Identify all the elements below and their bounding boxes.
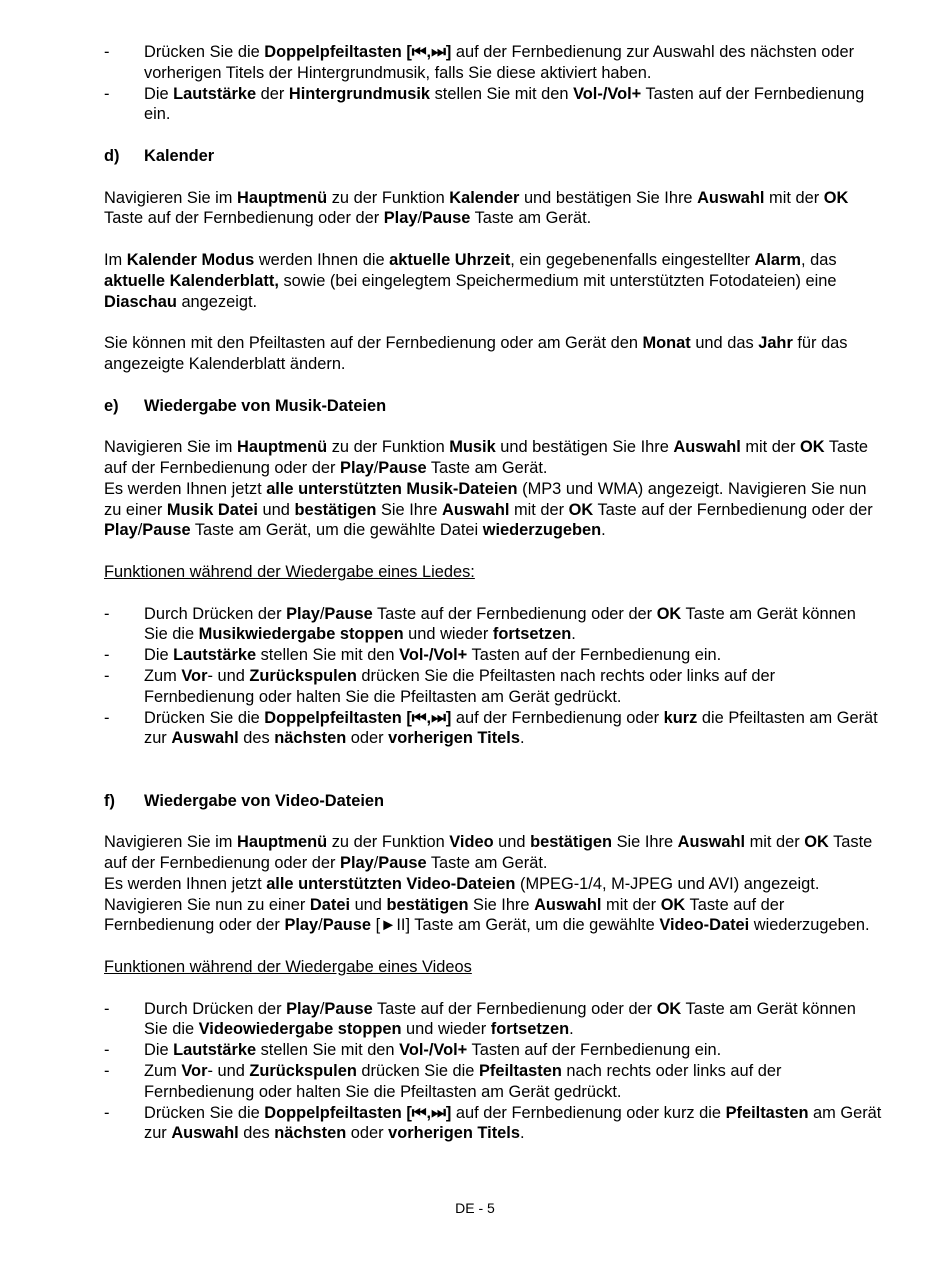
list-item — [104, 84, 884, 126]
bold-term: aktuelle Uhrzeit — [389, 250, 511, 269]
bullet-text: Zum Vor- und Zurückspulen drücken Sie die Pfeiltasten nach rechts oder links auf der Fernbedienung oder halten Sie die Pfeiltasten am Gerät gedrückt. — [144, 666, 776, 706]
bullet-text: Drücken Sie die Doppelpfeiltasten [⏮,⏭] auf der Fernbedienung zur Auswahl des nächsten oder vorherigen Titels der Hintergrundmusik, falls Sie diese aktiviert haben. — [144, 43, 855, 82]
bold-term: Play — [340, 458, 374, 477]
section-heading-e — [104, 396, 884, 417]
bold-term: Play — [383, 209, 418, 228]
paragraph: Es werden Ihnen jetzt alle unterstützten Video-Dateien (MPEG-1/4, M-JPEG und AVI) angezeigt. Navigieren Sie nun zu einer Datei und bestätigen Sie Ihre Auswahl mit der OK Taste auf der Fernbedienung oder der Play/Pause [►II] Taste am Gerät, um die gewählte Video-Datei wiederzugeben. — [104, 874, 870, 935]
bold-term: alle unterstützten Musik-Dateien — [266, 479, 518, 498]
bold-term: Pause — [422, 209, 471, 228]
bold-term: Play — [284, 916, 319, 935]
bold-term: Zurückspulen — [249, 666, 357, 685]
bold-term: OK — [568, 500, 594, 519]
bullet-dash: - — [104, 1062, 110, 1081]
list-item — [104, 645, 884, 666]
bold-term: Play — [286, 999, 320, 1018]
bullet-text: Die Lautstärke stellen Sie mit den Vol-/Vol+ Tasten auf der Fernbedienung ein. — [144, 646, 722, 665]
bold-term: Auswahl — [171, 1124, 239, 1143]
bold-term: Pause — [324, 604, 373, 623]
bold-term: Hintergrundmusik — [288, 84, 431, 103]
bold-term: Hauptmenü — [237, 438, 328, 457]
bold-term: aktuelle Kalenderblatt, — [104, 271, 279, 290]
bold-term: Doppelpfeiltasten [⏮,⏭] — [264, 43, 452, 61]
list-item — [104, 1061, 884, 1103]
paragraph: Navigieren Sie im Hauptmenü zu der Funktion Musik und bestätigen Sie Ihre Auswahl mit der OK Taste auf der Fernbedienung oder der Play/Pause Taste am Gerät. — [104, 438, 869, 477]
bold-term: Pause — [378, 458, 427, 477]
bold-term: OK — [800, 438, 825, 457]
section-title: Kalender — [144, 146, 215, 165]
paragraph: Navigieren Sie im Hauptmenü zu der Funktion Kalender und bestätigen Sie Ihre Auswahl mit der OK Taste auf der Fernbedienung oder der Play/Pause Taste am Gerät. — [104, 188, 849, 228]
bold-term: Auswahl — [534, 895, 602, 914]
bold-term: nächsten — [274, 1124, 347, 1143]
bold-term: Play — [286, 604, 320, 623]
bold-term: OK — [656, 999, 682, 1018]
bold-term: OK — [823, 188, 849, 207]
bold-term: fortsetzen — [490, 1020, 570, 1039]
bold-term: Musik Datei — [166, 500, 258, 519]
section-title: Wiedergabe von Video-Dateien — [144, 791, 385, 810]
bold-term: bestätigen — [530, 833, 613, 852]
paragraph: Navigieren Sie im Hauptmenü zu der Funktion Video und bestätigen Sie Ihre Auswahl mit der OK Taste auf der Fernbedienung oder der Play/Pause Taste am Gerät. — [104, 833, 873, 873]
bullet-text: Die Lautstärke der Hintergrundmusik stellen Sie mit den Vol-/Vol+ Tasten auf der Fernbedienung ein. — [144, 84, 865, 124]
bold-term: Play — [104, 521, 138, 540]
bullet-dash: - — [104, 84, 110, 103]
bullet-text: Zum Vor- und Zurückspulen drücken Sie die Pfeiltasten nach rechts oder links auf der Fernbedienung oder halten Sie die Pfeiltasten am Gerät gedrückt. — [144, 1062, 782, 1101]
bullet-text: Durch Drücken der Play/Pause Taste auf der Fernbedienung oder der OK Taste am Gerät können Sie die Videowiedergabe stoppen und wieder fortsetzen. — [144, 999, 856, 1039]
bold-term: Play — [340, 854, 374, 873]
bold-term: Hauptmenü — [237, 833, 328, 852]
section-letter: f) — [104, 791, 115, 810]
bold-term: Lautstärke — [173, 1041, 257, 1060]
bold-term: Monat — [642, 334, 691, 353]
bold-term: Datei — [309, 895, 351, 914]
bullet-dash: - — [104, 999, 110, 1018]
bold-term: Pause — [322, 916, 372, 935]
section-heading-f — [104, 791, 884, 812]
bold-term: Pause — [324, 999, 373, 1018]
list-item — [104, 42, 884, 84]
bold-term: Alarm — [754, 250, 801, 269]
bullet-dash: - — [104, 708, 110, 727]
bold-term: vorherigen Titels — [388, 1124, 520, 1143]
bold-term: Pfeiltasten — [478, 1062, 562, 1081]
bullet-text: Drücken Sie die Doppelpfeiltasten [⏮,⏭] auf der Fernbedienung oder kurz die Pfeiltasten am Gerät zur Auswahl des nächsten oder vorherigen Titels. — [144, 1103, 882, 1143]
bold-term: Pfeiltasten — [725, 1103, 809, 1122]
bold-term: kurz — [663, 708, 698, 727]
bullet-dash: - — [104, 1041, 110, 1060]
bold-term: wiederzugeben — [482, 521, 602, 540]
bold-term: OK — [656, 604, 682, 623]
bold-term: Auswahl — [171, 729, 239, 748]
bold-term: Pause — [378, 854, 427, 873]
paragraph: Es werden Ihnen jetzt alle unterstützten Musik-Dateien (MP3 und WMA) angezeigt. Navigieren Sie nun zu einer Musik Datei und bestätigen Sie Ihre Auswahl mit der OK Taste auf der Fernbedienung oder der Play/Pause Taste am Gerät, um die gewählte Datei wiederzugeben. — [104, 479, 873, 540]
subheading: Funktionen während der Wiedergabe eines Videos — [104, 958, 472, 977]
bold-term: Video — [449, 833, 494, 852]
section-title: Wiedergabe von Musik-Dateien — [144, 396, 387, 415]
list-item — [104, 604, 884, 646]
bold-term: fortsetzen — [492, 625, 572, 644]
bold-term: Musikwiedergabe stoppen — [198, 625, 404, 644]
subheading: Funktionen während der Wiedergabe eines Liedes: — [104, 562, 475, 581]
bullet-text: Durch Drücken der Play/Pause Taste auf der Fernbedienung oder der OK Taste am Gerät können Sie die Musikwiedergabe stoppen und wieder fortsetzen. — [144, 604, 856, 644]
bold-term: bestätigen — [294, 500, 377, 519]
list-item — [104, 1040, 884, 1061]
bold-term: Pause — [142, 521, 191, 540]
bold-term: Vor — [181, 666, 208, 685]
list-item — [104, 666, 884, 708]
bold-term: Auswahl — [677, 833, 746, 852]
bullet-dash: - — [104, 1103, 110, 1122]
bold-term: Musik — [449, 438, 496, 457]
section-letter: d) — [104, 146, 120, 165]
bold-term: Auswahl — [673, 438, 741, 457]
bold-term: OK — [804, 833, 829, 852]
bullet-dash: - — [104, 666, 110, 685]
bold-term: Vol-/Vol+ — [573, 84, 642, 103]
page-number: DE - 5 — [455, 1200, 495, 1216]
bold-term: Zurückspulen — [249, 1062, 357, 1081]
bold-term: bestätigen — [386, 895, 469, 914]
bold-term: alle unterstützten Video-Dateien — [266, 874, 516, 893]
bold-term: Kalender Modus — [126, 250, 255, 269]
bullet-text: Drücken Sie die Doppelpfeiltasten [⏮,⏭] auf der Fernbedienung oder kurz die Pfeiltasten am Gerät zur Auswahl des nächsten oder vorherigen Titels. — [144, 708, 878, 748]
bold-term: Auswahl — [697, 188, 765, 207]
bold-term: Jahr — [758, 334, 793, 353]
bold-term: Video-Datei — [659, 916, 750, 935]
paragraph: Sie können mit den Pfeiltasten auf der Fernbedienung oder am Gerät den Monat und das Jahr für das angezeigte Kalenderblatt ändern. — [104, 334, 848, 373]
bullet-text: Die Lautstärke stellen Sie mit den Vol-/Vol+ Tasten auf der Fernbedienung ein. — [144, 1041, 722, 1060]
section-letter: e) — [104, 396, 119, 415]
bold-term: nächsten — [274, 729, 347, 748]
bold-term: Auswahl — [442, 500, 510, 519]
bold-term: Videowiedergabe stoppen — [198, 1020, 402, 1039]
bold-term: Diaschau — [104, 292, 177, 311]
bold-term: Doppelpfeiltasten [⏮,⏭] — [264, 708, 452, 727]
list-item — [104, 999, 884, 1041]
paragraph: Im Kalender Modus werden Ihnen die aktuelle Uhrzeit, ein gegebenenfalls eingestellter Alarm, das aktuelle Kalenderblatt, sowie (bei eingelegtem Speichermedium mit unterstützten Fotodateien) eine Diaschau angezeigt. — [104, 250, 837, 311]
bold-term: Vor — [181, 1062, 208, 1081]
section-heading-d — [104, 146, 884, 167]
bold-term: vorherigen Titels — [388, 729, 520, 748]
list-item — [104, 1103, 884, 1145]
bold-term: Hauptmenü — [237, 188, 328, 207]
bold-term: Lautstärke — [173, 84, 257, 103]
bullet-dash: - — [104, 43, 110, 61]
bold-term: OK — [660, 895, 686, 914]
bold-term: Doppelpfeiltasten [⏮,⏭] — [264, 1103, 452, 1122]
bold-term: Vol-/Vol+ — [399, 1041, 468, 1060]
bullet-dash: - — [104, 604, 110, 623]
bold-term: Kalender — [449, 188, 520, 207]
list-item — [104, 708, 884, 750]
document-page — [104, 42, 884, 1144]
bullet-dash: - — [104, 646, 110, 665]
bold-term: Vol-/Vol+ — [399, 646, 468, 665]
bold-term: Lautstärke — [173, 646, 257, 665]
